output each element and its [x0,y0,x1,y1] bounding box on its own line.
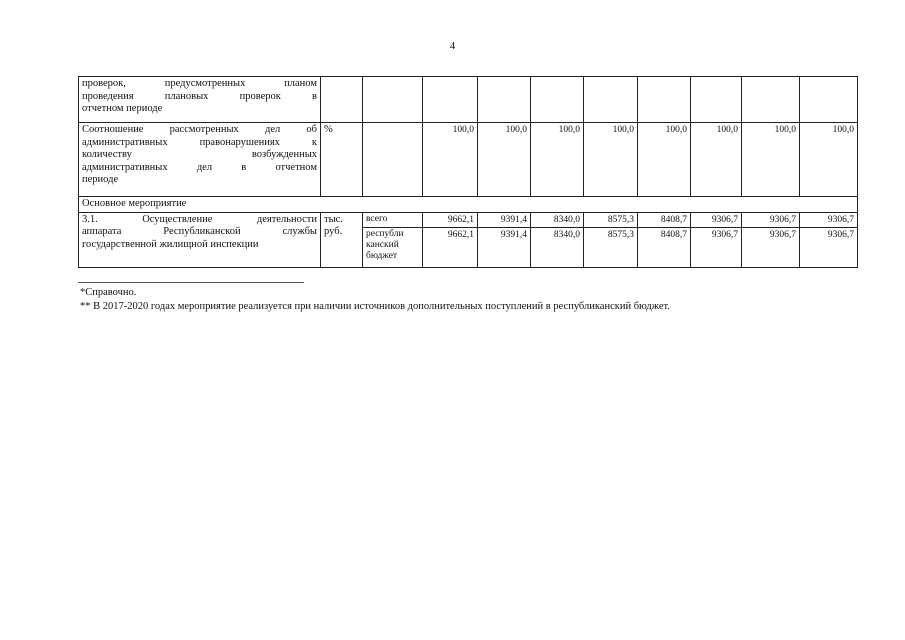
source-cell: всего [363,212,423,228]
value-cell: 9306,7 [691,228,742,268]
indicator-name-line: административных дел в отчетном [82,161,317,173]
program-indicators-table [78,76,858,268]
indicator-name-line: периоде [82,174,119,185]
value-cell: 9306,7 [742,228,800,268]
source-cell [363,123,423,197]
value-cell: 100,0 [531,123,584,197]
value-cell: 9306,7 [800,228,858,268]
value-cell: 100,0 [423,123,478,197]
value-cell: 8340,0 [531,228,584,268]
unit-line: тыс. [324,213,343,225]
indicator-name-line: проведения плановых проверок в [82,90,317,102]
section-heading-cell: Основное мероприятие [79,197,858,213]
value-cell [478,77,531,123]
value-cell: 8575,3 [584,228,638,268]
value-cell: 9391,4 [478,212,531,228]
indicator-name-line: аппарата Республиканской службы [82,226,317,237]
unit-cell [321,77,363,123]
indicator-name-line: отчетном периоде [82,103,163,114]
value-cell [742,77,800,123]
indicator-name-line: административных правонарушениях к [82,136,317,148]
footnote-divider [78,282,304,283]
value-cell: 100,0 [691,123,742,197]
value-cell: 100,0 [800,123,858,197]
unit-line: руб. [324,226,343,237]
indicator-name-line: проверок, предусмотренных планом [82,78,317,89]
unit-cell: % [321,123,363,197]
table-row [79,77,858,123]
indicator-name-line: государственной жилищной инспекции [82,238,259,250]
indicator-name-cell [79,123,321,197]
source-line: республи [366,229,404,239]
value-cell: 9662,1 [423,228,478,268]
source-cell [363,228,423,268]
footnote: *Справочно. [80,287,137,298]
indicator-name-line: количеству возбужденных [82,149,317,160]
value-cell: 9306,7 [691,212,742,228]
value-cell [531,77,584,123]
footnote: ** В 2017-2020 годах мероприятие реализуется при наличии источников дополнительных поступлений в республиканский бюджет. [80,301,670,312]
source-cell [363,77,423,123]
value-cell [800,77,858,123]
table-row [79,197,858,213]
value-cell [584,77,638,123]
indicator-name-cell [79,77,321,123]
value-cell: 9662,1 [423,212,478,228]
indicator-name-line: 3.1. Осуществление деятельности [82,213,317,225]
value-cell: 8340,0 [531,212,584,228]
value-cell: 9306,7 [742,212,800,228]
value-cell: 8575,3 [584,212,638,228]
value-cell: 8408,7 [638,212,691,228]
value-cell: 100,0 [742,123,800,197]
value-cell: 100,0 [638,123,691,197]
value-cell: 9306,7 [800,212,858,228]
value-cell [691,77,742,123]
table-row [79,212,858,228]
value-cell: 100,0 [478,123,531,197]
page-number: 4 [449,40,456,52]
indicator-name-line: Соотношение рассмотренных дел об [82,124,317,135]
indicator-name-cell [79,212,321,268]
source-line: канский [366,240,399,250]
value-cell [638,77,691,123]
unit-cell [321,212,363,268]
table-row [79,123,858,197]
value-cell: 9391,4 [478,228,531,268]
value-cell: 100,0 [584,123,638,197]
value-cell [423,77,478,123]
value-cell: 8408,7 [638,228,691,268]
source-line: бюджет [366,251,398,261]
